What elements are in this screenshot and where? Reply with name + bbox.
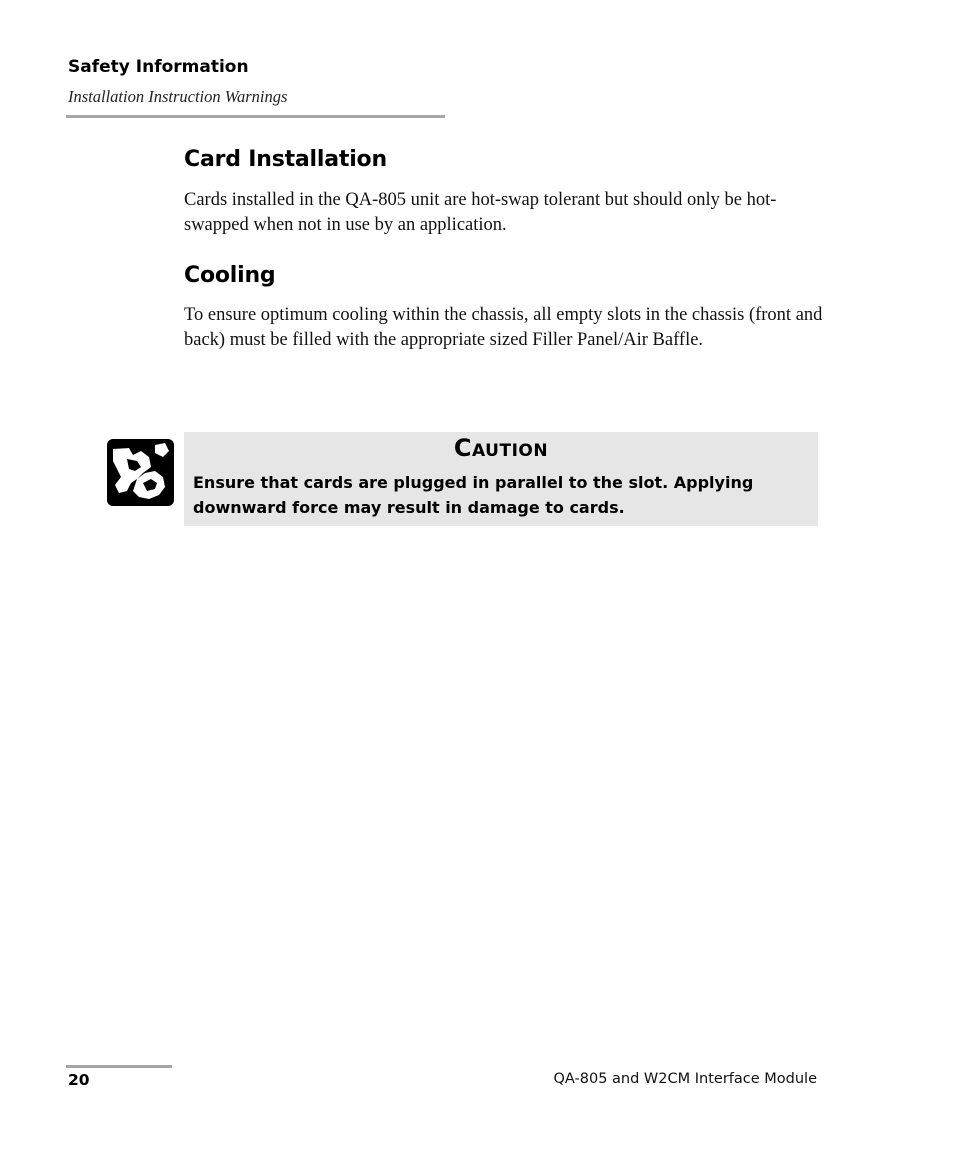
footer-divider bbox=[66, 1065, 172, 1068]
caution-text: Ensure that cards are plugged in parallel to the slot. Applying downward force may result in damage to cards. bbox=[193, 473, 754, 517]
heading-cooling: Cooling bbox=[184, 263, 276, 288]
heading-card-installation: Card Installation bbox=[184, 147, 387, 172]
caution-title: Caution bbox=[453, 434, 549, 462]
document-title: QA-805 and W2CM Interface Module bbox=[553, 1071, 817, 1087]
page-number: 20 bbox=[68, 1071, 90, 1089]
paragraph-cooling: To ensure optimum cooling within the chassis, all empty slots in the chassis (front and back) must be filled with the appropriate sized Filler Panel/Air Baffle. bbox=[184, 305, 823, 350]
header-divider bbox=[66, 115, 445, 118]
running-header-section: Safety Information bbox=[68, 57, 249, 77]
running-header-subsection: Installation Instruction Warnings bbox=[68, 87, 288, 106]
paragraph-card-installation: Cards installed in the QA-805 unit are hot-swap tolerant but should only be hot-swapped when not in use by an application. bbox=[184, 190, 777, 235]
caution-box bbox=[184, 432, 818, 526]
caution-hand-icon bbox=[107, 439, 174, 506]
